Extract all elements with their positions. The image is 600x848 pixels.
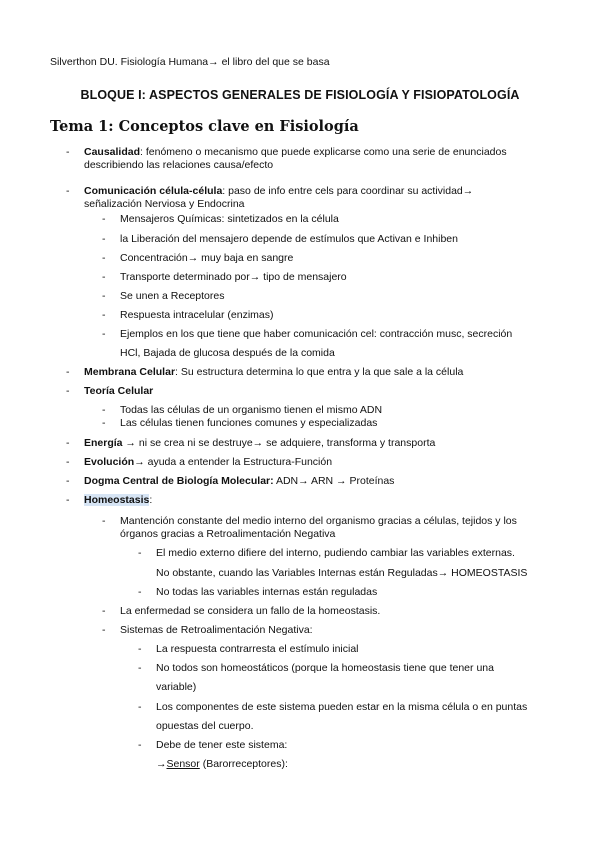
energia-term: Energía bbox=[84, 437, 123, 449]
bullet-dash: - bbox=[66, 437, 70, 449]
causalidad-text: : fenómeno o mecanismo que puede explicarse como una serie de enunciados bbox=[140, 146, 507, 158]
teoria-term-bold: Teoría Celular bbox=[84, 385, 154, 397]
bullet-dash: - bbox=[66, 494, 70, 506]
sub-dash: - bbox=[102, 417, 106, 429]
membrana-text: : Su estructura determina lo que entra y la que sale a la célula bbox=[175, 366, 464, 378]
causalidad-term: Causalidad bbox=[84, 146, 141, 158]
comunicacion-line-2: señalización Nerviosa y Endocrina bbox=[84, 198, 245, 210]
causalidad-line-1 bbox=[84, 146, 507, 159]
homeostasis-sub1-item-1: No obstante, cuando las Variables Internas están Reguladas→ HOMEOSTASIS bbox=[156, 567, 528, 579]
sensor-rest: (Barorreceptores): bbox=[199, 758, 288, 770]
evolucion-text: → ayuda a entender la Estructura-Función bbox=[134, 456, 333, 468]
homeostasis-sub3-item-1: No todos son homeostáticos (porque la homeostasis tiene que tener una bbox=[156, 662, 494, 674]
homeostasis-sub3-item-2: variable) bbox=[156, 681, 197, 693]
subsub-dash: - bbox=[138, 739, 142, 751]
comunicacion-sub-3: Transporte determinado por→ tipo de mensajero bbox=[120, 271, 347, 283]
sensor-word: Sensor bbox=[166, 758, 200, 770]
evolucion-line bbox=[84, 456, 332, 469]
membrana-term: Membrana Celular bbox=[84, 366, 176, 378]
bullet-dash: - bbox=[66, 475, 70, 487]
comunicacion-sub-7: HCl, Bajada de glucosa después de la comida bbox=[120, 347, 335, 359]
subsub-dash: - bbox=[138, 701, 142, 713]
membrana-line bbox=[84, 366, 463, 379]
bullet-dash: - bbox=[66, 146, 70, 158]
sub-dash: - bbox=[102, 309, 106, 321]
sub-dash: - bbox=[102, 290, 106, 302]
teoria-term bbox=[84, 385, 153, 398]
comunicacion-term: Comunicación célula-célula bbox=[84, 185, 223, 197]
dogma-text: ADN→ ARN → Proteínas bbox=[273, 475, 395, 487]
subsub-dash: - bbox=[138, 586, 142, 598]
homeostasis-sub3-item-4: opuestas del cuerpo. bbox=[156, 720, 254, 732]
sub-dash: - bbox=[102, 328, 106, 340]
energia-text: → ni se crea ni se destruye→ se adquiere, transforma y transporta bbox=[122, 437, 436, 449]
homeostasis-term-bold: Homeostasis bbox=[84, 494, 150, 506]
subsub-dash: - bbox=[138, 547, 142, 559]
bloque-heading: BLOQUE I: ASPECTOS GENERALES DE FISIOLOGÍA Y FISIOPATOLOGÍA bbox=[80, 88, 520, 102]
book-reference: Silverthon DU. Fisiología Humana→ el libro del que se basa bbox=[50, 56, 330, 68]
dogma-term: Dogma Central de Biología Molecular: bbox=[84, 475, 274, 487]
bullet-dash: - bbox=[66, 366, 70, 378]
comunicacion-sub-6: Ejemplos en los que tiene que haber comunicación cel: contracción musc, secreción bbox=[120, 328, 513, 340]
homeostasis-sub3-item-0: La respuesta contrarresta el estímulo inicial bbox=[156, 643, 359, 655]
bullet-dash: - bbox=[66, 385, 70, 397]
comunicacion-sub-0: Mensajeros Químicas: sintetizados en la célula bbox=[120, 213, 339, 225]
energia-line bbox=[84, 437, 435, 450]
subsub-dash: - bbox=[138, 643, 142, 655]
comunicacion-sub-1: la Liberación del mensajero depende de estímulos que Activan e Inhiben bbox=[120, 233, 458, 245]
sub-dash: - bbox=[102, 252, 106, 264]
homeostasis-sub1-item-0: El medio externo difiere del interno, pudiendo cambiar las variables externas. bbox=[156, 547, 515, 559]
comunicacion-text: : paso de info entre cels para coordinar su actividad→ bbox=[222, 185, 474, 197]
homeostasis-sub1-item-2: No todas las variables internas están reguladas bbox=[156, 586, 378, 598]
homeostasis-sub1-line-1: Mantención constante del medio interno del organismo gracias a células, tejidos y los bbox=[120, 515, 517, 527]
arrow-glyph: → bbox=[156, 758, 167, 770]
comunicacion-sub-5: Respuesta intracelular (enzimas) bbox=[120, 309, 274, 321]
sub-dash: - bbox=[102, 404, 106, 416]
comunicacion-line-1 bbox=[84, 185, 473, 198]
homeostasis-sub3-item-5: Debe de tener este sistema: bbox=[156, 739, 288, 751]
homeostasis-sub1-line-2: órganos gracias a Retroalimentación Negativa bbox=[120, 528, 336, 540]
sub-dash: - bbox=[102, 233, 106, 245]
homeostasis-term bbox=[84, 494, 152, 507]
bullet-dash: - bbox=[66, 456, 70, 468]
homeostasis-sub2: La enfermedad se considera un fallo de la homeostasis. bbox=[120, 605, 381, 617]
causalidad-line-2: describiendo las relaciones causa/efecto bbox=[84, 159, 274, 171]
teoria-sub-1: Las células tienen funciones comunes y especializadas bbox=[120, 417, 378, 429]
evolucion-term: Evolución bbox=[84, 456, 135, 468]
sub-dash: - bbox=[102, 271, 106, 283]
homeostasis-sub3: Sistemas de Retroalimentación Negativa: bbox=[120, 624, 313, 636]
comunicacion-sub-4: Se unen a Receptores bbox=[120, 290, 225, 302]
dogma-line bbox=[84, 475, 394, 488]
comunicacion-sub-2: Concentración→ muy baja en sangre bbox=[120, 252, 294, 264]
tema-title: Tema 1: Conceptos clave en Fisiología bbox=[50, 118, 359, 135]
bullet-dash: - bbox=[66, 185, 70, 197]
sensor-line bbox=[156, 758, 288, 771]
subsub-dash: - bbox=[138, 662, 142, 674]
sub-dash: - bbox=[102, 605, 106, 617]
sub-dash: - bbox=[102, 515, 106, 527]
homeostasis-colon: : bbox=[149, 494, 153, 506]
homeostasis-sub3-item-3: Los componentes de este sistema pueden estar en la misma célula o en puntas bbox=[156, 701, 528, 713]
teoria-sub-0: Todas las células de un organismo tienen el mismo ADN bbox=[120, 404, 383, 416]
sub-dash: - bbox=[102, 213, 106, 225]
sub-dash: - bbox=[102, 624, 106, 636]
